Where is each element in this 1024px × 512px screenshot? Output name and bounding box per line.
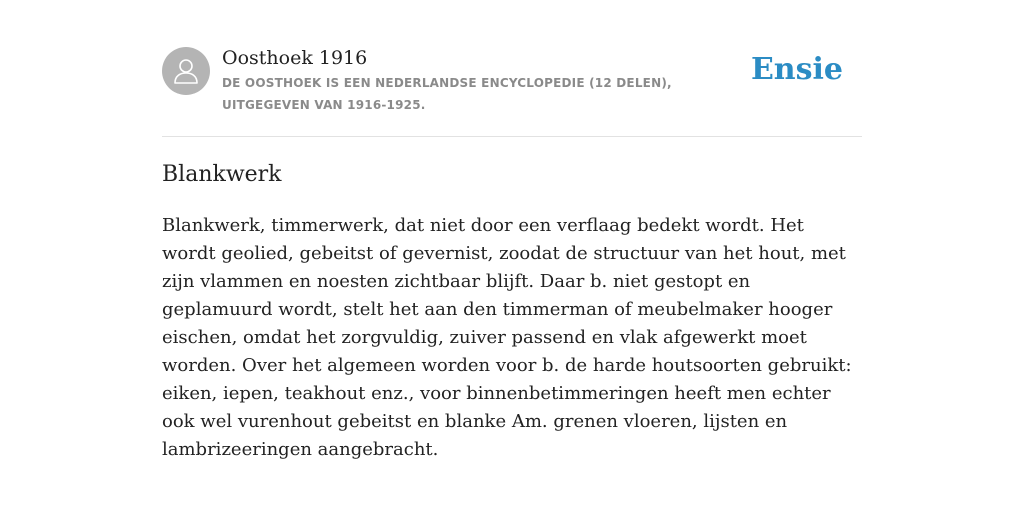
- entry-card: [162, 0, 862, 460]
- source-header: [162, 0, 862, 137]
- entry-title: Blankwerk: [162, 162, 282, 187]
- source-description: DE OOSTHOEK IS EEN NEDERLANDSE ENCYCLOPEDIE (12 DELEN), UITGEGEVEN VAN 1916-1925.: [222, 76, 672, 112]
- source-avatar[interactable]: [162, 47, 210, 95]
- entry-body: Blankwerk, timmerwerk, dat niet door een verflaag bedekt wordt. Het wordt geolied, gebeitst of gevernist, zoodat de structuur van het hout, met zijn vlammen en noesten zichtbaar blijft. Daar b. niet gestopt en geplamuurd wordt, stelt het aan den timmerman of meubelmaker hooger eischen, omdat het zorgvuldig, zuiver passend en vlak afgewerkt moet worden. Over het algemeen worden voor b. de harde houtsoorten gebruikt: eiken, iepen, teakhout enz., voor binnenbetimmeringen heeft men echter ook wel vurenhout gebeitst en blanke Am. grenen vloeren, lijsten en lambrizeeringen aangebracht.: [162, 215, 852, 460]
- brand-logo[interactable]: Ensie: [750, 52, 843, 87]
- source-title[interactable]: Oosthoek 1916: [222, 47, 368, 69]
- user-icon: [171, 56, 201, 86]
